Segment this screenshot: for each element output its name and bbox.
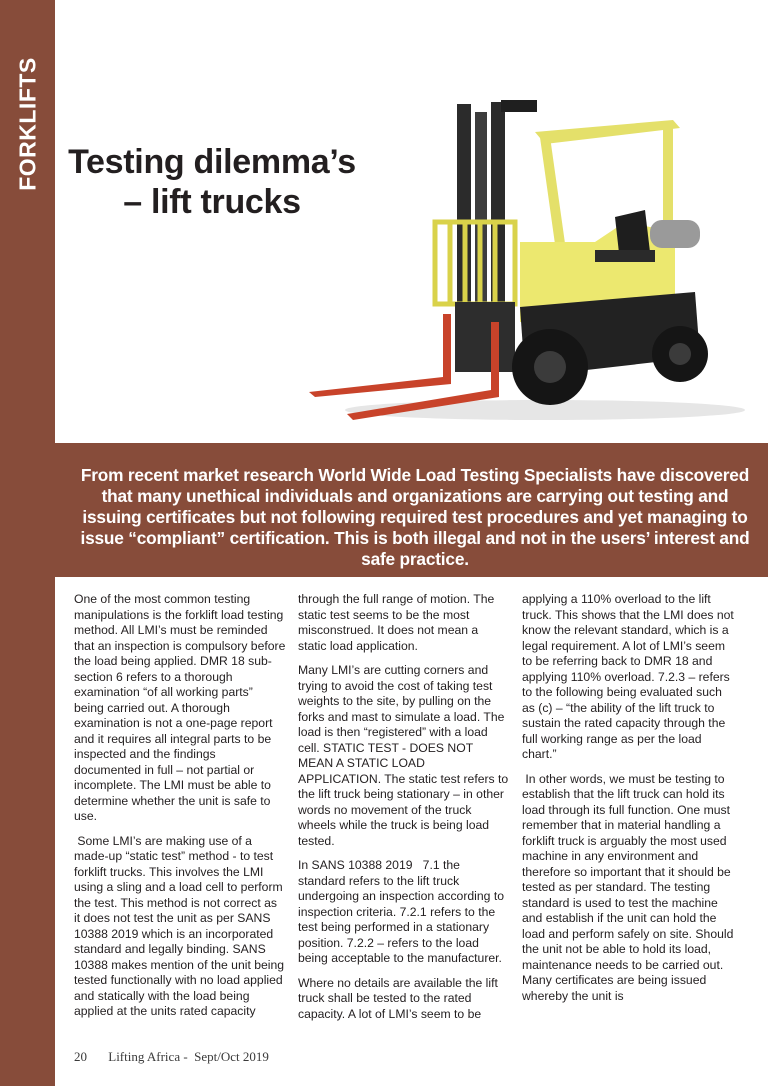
title-line-2: – lift trucks (123, 183, 301, 221)
section-label (0, 0, 55, 260)
paragraph: Some LMI’s are making use of a made-up “static test” method - to test forklift trucks. This involves the LMI using a sling and a load cell to perform the test. This method is not correct as it does not test the unit as per SANS 10388 2019 which is an incorporated standard and legally binding. SANS 10388 makes mention of the unit being tested functionally with no load applied and statically with the load being applied at the units rated capacity (74, 833, 288, 1018)
title-line-1: Testing dilemma’s (68, 143, 356, 181)
paragraph: Many LMI’s are cutting corners and trying to avoid the cost of taking test weights to the site, by pulling on the forks and mast to simulate a load. The load is then “registered” with a load cell. STATIC TEST - DOES NOT MEAN A STATIC LOAD APPLICATION. The static test refers to the lift truck being stationary – in other words no movement of the truck wheels while the truck is being load tested. (298, 663, 509, 848)
paragraph: through the full range of motion. The static test seems to be the most misconstrued. It does not mean a static load application. (298, 592, 495, 653)
article-column-2 (298, 592, 510, 1031)
forklift-image (295, 92, 745, 427)
paragraph: One of the most common testing manipulations is the forklift load testing method. All LMI’s must be reminded that an inspection is compulsory before the load being applied. DMR 18 sub-section 6 refers to a thorough examination “of all working parts” being carried out. A thorough examination is not a one-page report and it requires all integral parts to be inspected and the findings documented in full – not partial or incomplete. The LMI must be able to determine whether the unit is safe to use. (74, 592, 286, 823)
page-number: 20 (74, 1049, 87, 1064)
paragraph: applying a 110% overload to the lift truck. This shows that the LMI does not know the relevant standard, which is a legal requirement. A lot of LMI’s seem to be referring back to DMR 18 and applying 110% overload. 7.2.3 – refers to the following being evaluated such as (c) – “the ability of the lift truck to sustain the rated capacity through the full working range as per the load chart.” (522, 592, 734, 761)
page-footer (74, 1049, 269, 1065)
paragraph: In other words, we must be testing to establish that the lift truck can hold its load through its full function. One must remember that in material handling a forklift truck is arguably the most used machine in any environment and therefore so important that it should be tested as per standard. The testing standard is used to test the machine and establish if the unit can hold the load and perform safely on site. Should the unit not be able to hold its load, maintenance needs to be carried out. Many certificates are being issued whereby the unit is (522, 771, 737, 1003)
paragraph: Where no details are available the lift truck shall be tested to the rated capacity. A lot of LMI’s seem to be (298, 975, 498, 1021)
standfirst-band (0, 443, 768, 577)
article-column-1 (74, 592, 286, 1029)
standfirst-text: From recent market research World Wide Load Testing Specialists have discovered that many unethical individuals and organizations are carrying out testing and issuing certificates but not following required test procedures and yet managing to issue “compliant” certification. This is both illegal and not in the users’ interest and safe practice. (80, 465, 750, 569)
section-label-text: FORKLIFTS (14, 57, 40, 191)
article-column-3 (522, 592, 737, 1013)
paragraph: In SANS 10388 2019 7.1 the standard refers to the lift truck undergoing an inspection according to inspection criteria. 7.2.1 refers to the test being performed in a stationary position. 7.2.2 – refers to the load being acceptable to the manufacturer. (298, 858, 508, 965)
publication-name: Lifting Africa - Sept/Oct 2019 (108, 1049, 269, 1064)
